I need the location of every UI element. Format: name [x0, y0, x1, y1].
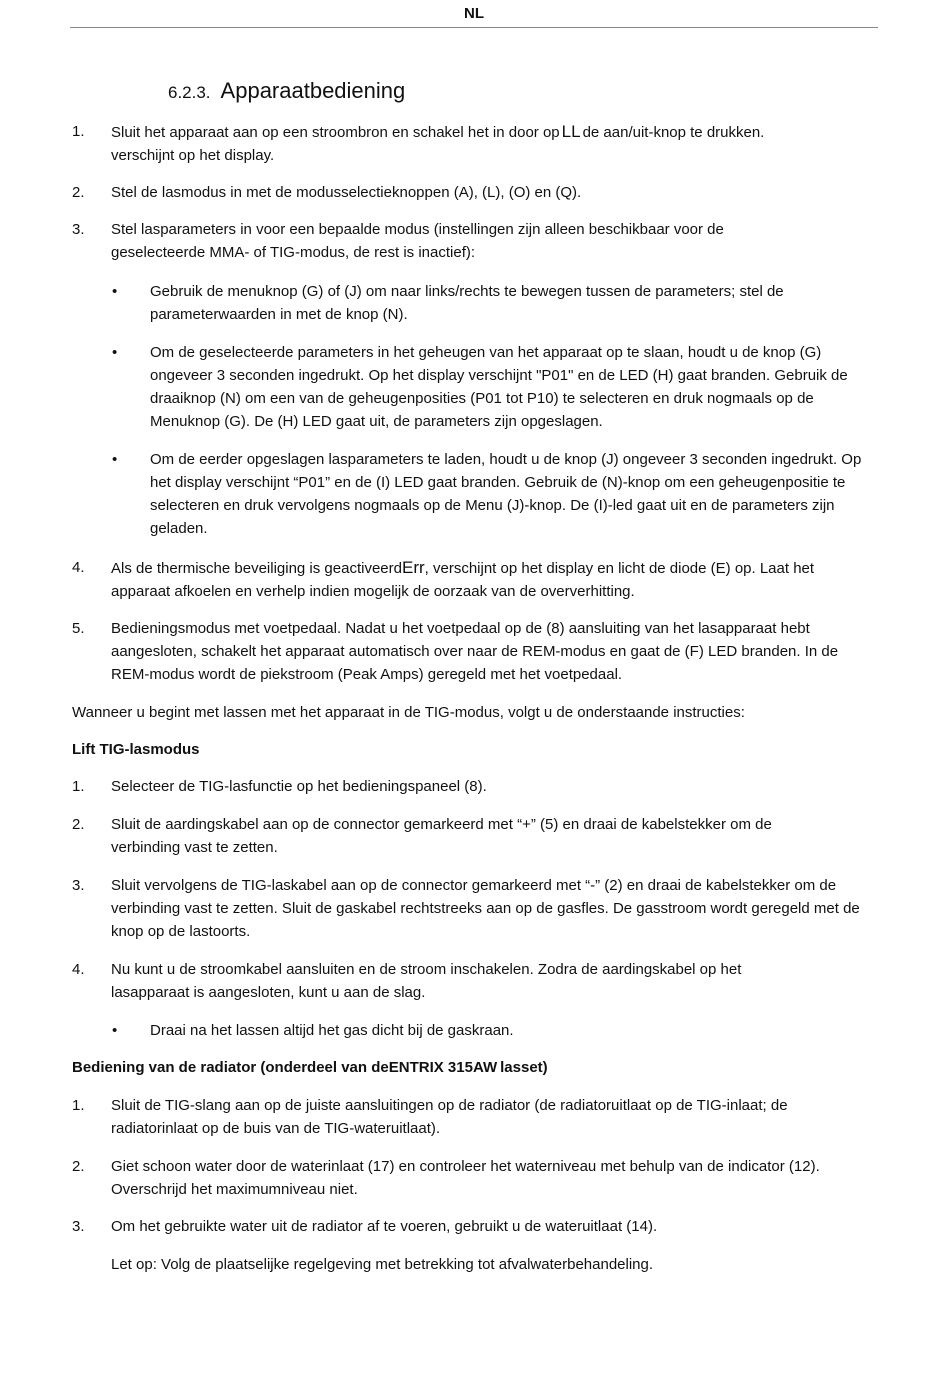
- section-title: Apparaatbediening: [220, 78, 406, 103]
- list-number: 1.: [72, 1097, 85, 1114]
- heading-part: Bediening van de radiator (onderdeel van de: [72, 1059, 389, 1076]
- model-name: ENTRIX 315AW: [388, 1059, 498, 1076]
- heading-part: lasset): [500, 1059, 548, 1076]
- list-number: 5.: [72, 620, 85, 637]
- list-text: [111, 556, 883, 603]
- list-number: 1.: [72, 123, 85, 140]
- list-number: 2.: [72, 1158, 85, 1175]
- list-text: Sluit de TIG-slang aan op de juiste aansluitingen op de radiator (de radiatoruitlaat op de TIG-inlaat; de radiatorinlaat op de buis van de TIG-wateruitlaat).: [111, 1097, 788, 1137]
- bullet-symbol: •: [112, 1022, 118, 1039]
- list-text: Stel lasparameters in voor een bepaalde modus (instellingen zijn alleen beschikbaar voor de geselecteerde MMA- of TIG-modus, de rest is inactief):: [111, 221, 724, 261]
- bullet-text: Gebruik de menuknop (G) of (J) om naar links/rechts te bewegen tussen de parameters; stel de parameterwaarden in met de knop (N).: [150, 283, 784, 323]
- page-header-language: NL: [70, 0, 878, 28]
- note-text: Let op: Volg de plaatselijke regelgeving met betrekking tot afvalwaterbehandeling.: [111, 1256, 654, 1273]
- bullet-text: Om de eerder opgeslagen lasparameters te laden, houdt u de knop (J) ongeveer 3 seconden ingedrukt. Op het display verschijnt “P01” en de (I) LED gaat branden. Gebruik de (N)-knop om een geheugenpositie te selecteren en druk vervolgens nogmaals op de Menu (J)-knop. De (I)-led gaat uit en de parameters zijn geladen.: [150, 451, 862, 537]
- list-text: Selecteer de TIG-lasfunctie op het bedieningspaneel (8).: [111, 778, 487, 795]
- bullet-symbol: •: [112, 451, 118, 468]
- list-text: Bedieningsmodus met voetpedaal. Nadat u het voetpedaal op de (8) aansluiting van het lasapparaat hebt aangesloten, schakelt het apparaat automatisch over naar de REM-modus en gaat de (F) LED branden. In de REM-modus wordt de piekstroom (Peak Amps) geregeld met het voetpedaal.: [111, 620, 839, 683]
- list-text: Nu kunt u de stroomkabel aansluiten en de stroom inschakelen. Zodra de aardingskabel op het lasapparaat is aangesloten, kunt u aan de slag.: [111, 961, 742, 1001]
- list-text-part: Sluit het apparaat aan op een stroombron en schakel het in door op: [111, 124, 560, 141]
- display-code: LL: [561, 122, 581, 141]
- bullet-text: Draai na het lassen altijd het gas dicht bij de gaskraan.: [150, 1022, 514, 1039]
- bullet-symbol: •: [112, 344, 118, 361]
- list-text-part: Als de thermische beveiliging is geactiveerd: [111, 560, 402, 577]
- subsection-heading-text: [72, 1056, 882, 1079]
- list-text-part: , verschijnt op het display en licht de diode (E) op. Laat het: [424, 560, 815, 577]
- intro-text: Wanneer u begint met lassen met het apparaat in de TIG-modus, volgt u de onderstaande instructies:: [72, 704, 745, 721]
- list-number: 3.: [72, 221, 85, 238]
- section-heading: [168, 78, 405, 104]
- list-text: Stel de lasmodus in met de modusselectieknoppen (A), (L), (O) en (Q).: [111, 184, 582, 201]
- list-text: [111, 120, 883, 167]
- bullet-symbol: •: [112, 283, 118, 300]
- list-number: 3.: [72, 877, 85, 894]
- list-text-part: apparaat afkoelen en verhelp indien mogelijk de oorzaak van de oververhitting.: [111, 583, 635, 600]
- list-number: 4.: [72, 961, 85, 978]
- display-code: Err: [401, 558, 425, 577]
- list-text: Sluit vervolgens de TIG-laskabel aan op de connector gemarkeerd met “-” (2) en draai de kabelstekker om de verbinding vast te zetten. Sluit de gaskabel rechtstreeks aan op de gasfles. De gasstroom wordt geregeld met de knop op de lastoorts.: [111, 877, 860, 940]
- list-text: Sluit de aardingskabel aan op de connector gemarkeerd met “+” (5) en draai de kabelstekker om de verbinding vast te zetten.: [111, 816, 772, 856]
- bullet-text: Om de geselecteerde parameters in het geheugen van het apparaat op te slaan, houdt u de knop (G) ongeveer 3 seconden ingedrukt. Op het display verschijnt "P01" en de LED (H) gaat branden. Gebruik de draaiknop (N) om een van de geheugenposities (P01 tot P10) te selecteren en druk nogmaals op de Menuknop (G). De (H) LED gaat uit, de parameters zijn opgeslagen.: [150, 344, 848, 430]
- list-number: 2.: [72, 184, 85, 201]
- list-number: 4.: [72, 559, 85, 576]
- list-text-part: verschijnt op het display.: [111, 147, 275, 164]
- list-text: Giet schoon water door de waterinlaat (17) en controleer het waterniveau met behulp van de indicator (12). Overschrijd het maximumniveau niet.: [111, 1158, 820, 1198]
- list-text: Om het gebruikte water uit de radiator af te voeren, gebruikt u de wateruitlaat (14).: [111, 1218, 658, 1235]
- list-number: 2.: [72, 816, 85, 833]
- section-number: 6.2.3.: [168, 83, 211, 102]
- list-text-part: de aan/uit-knop te drukken.: [582, 124, 765, 141]
- list-number: 3.: [72, 1218, 85, 1235]
- subsection-heading-text: Lift TIG-lasmodus: [72, 741, 200, 758]
- list-number: 1.: [72, 778, 85, 795]
